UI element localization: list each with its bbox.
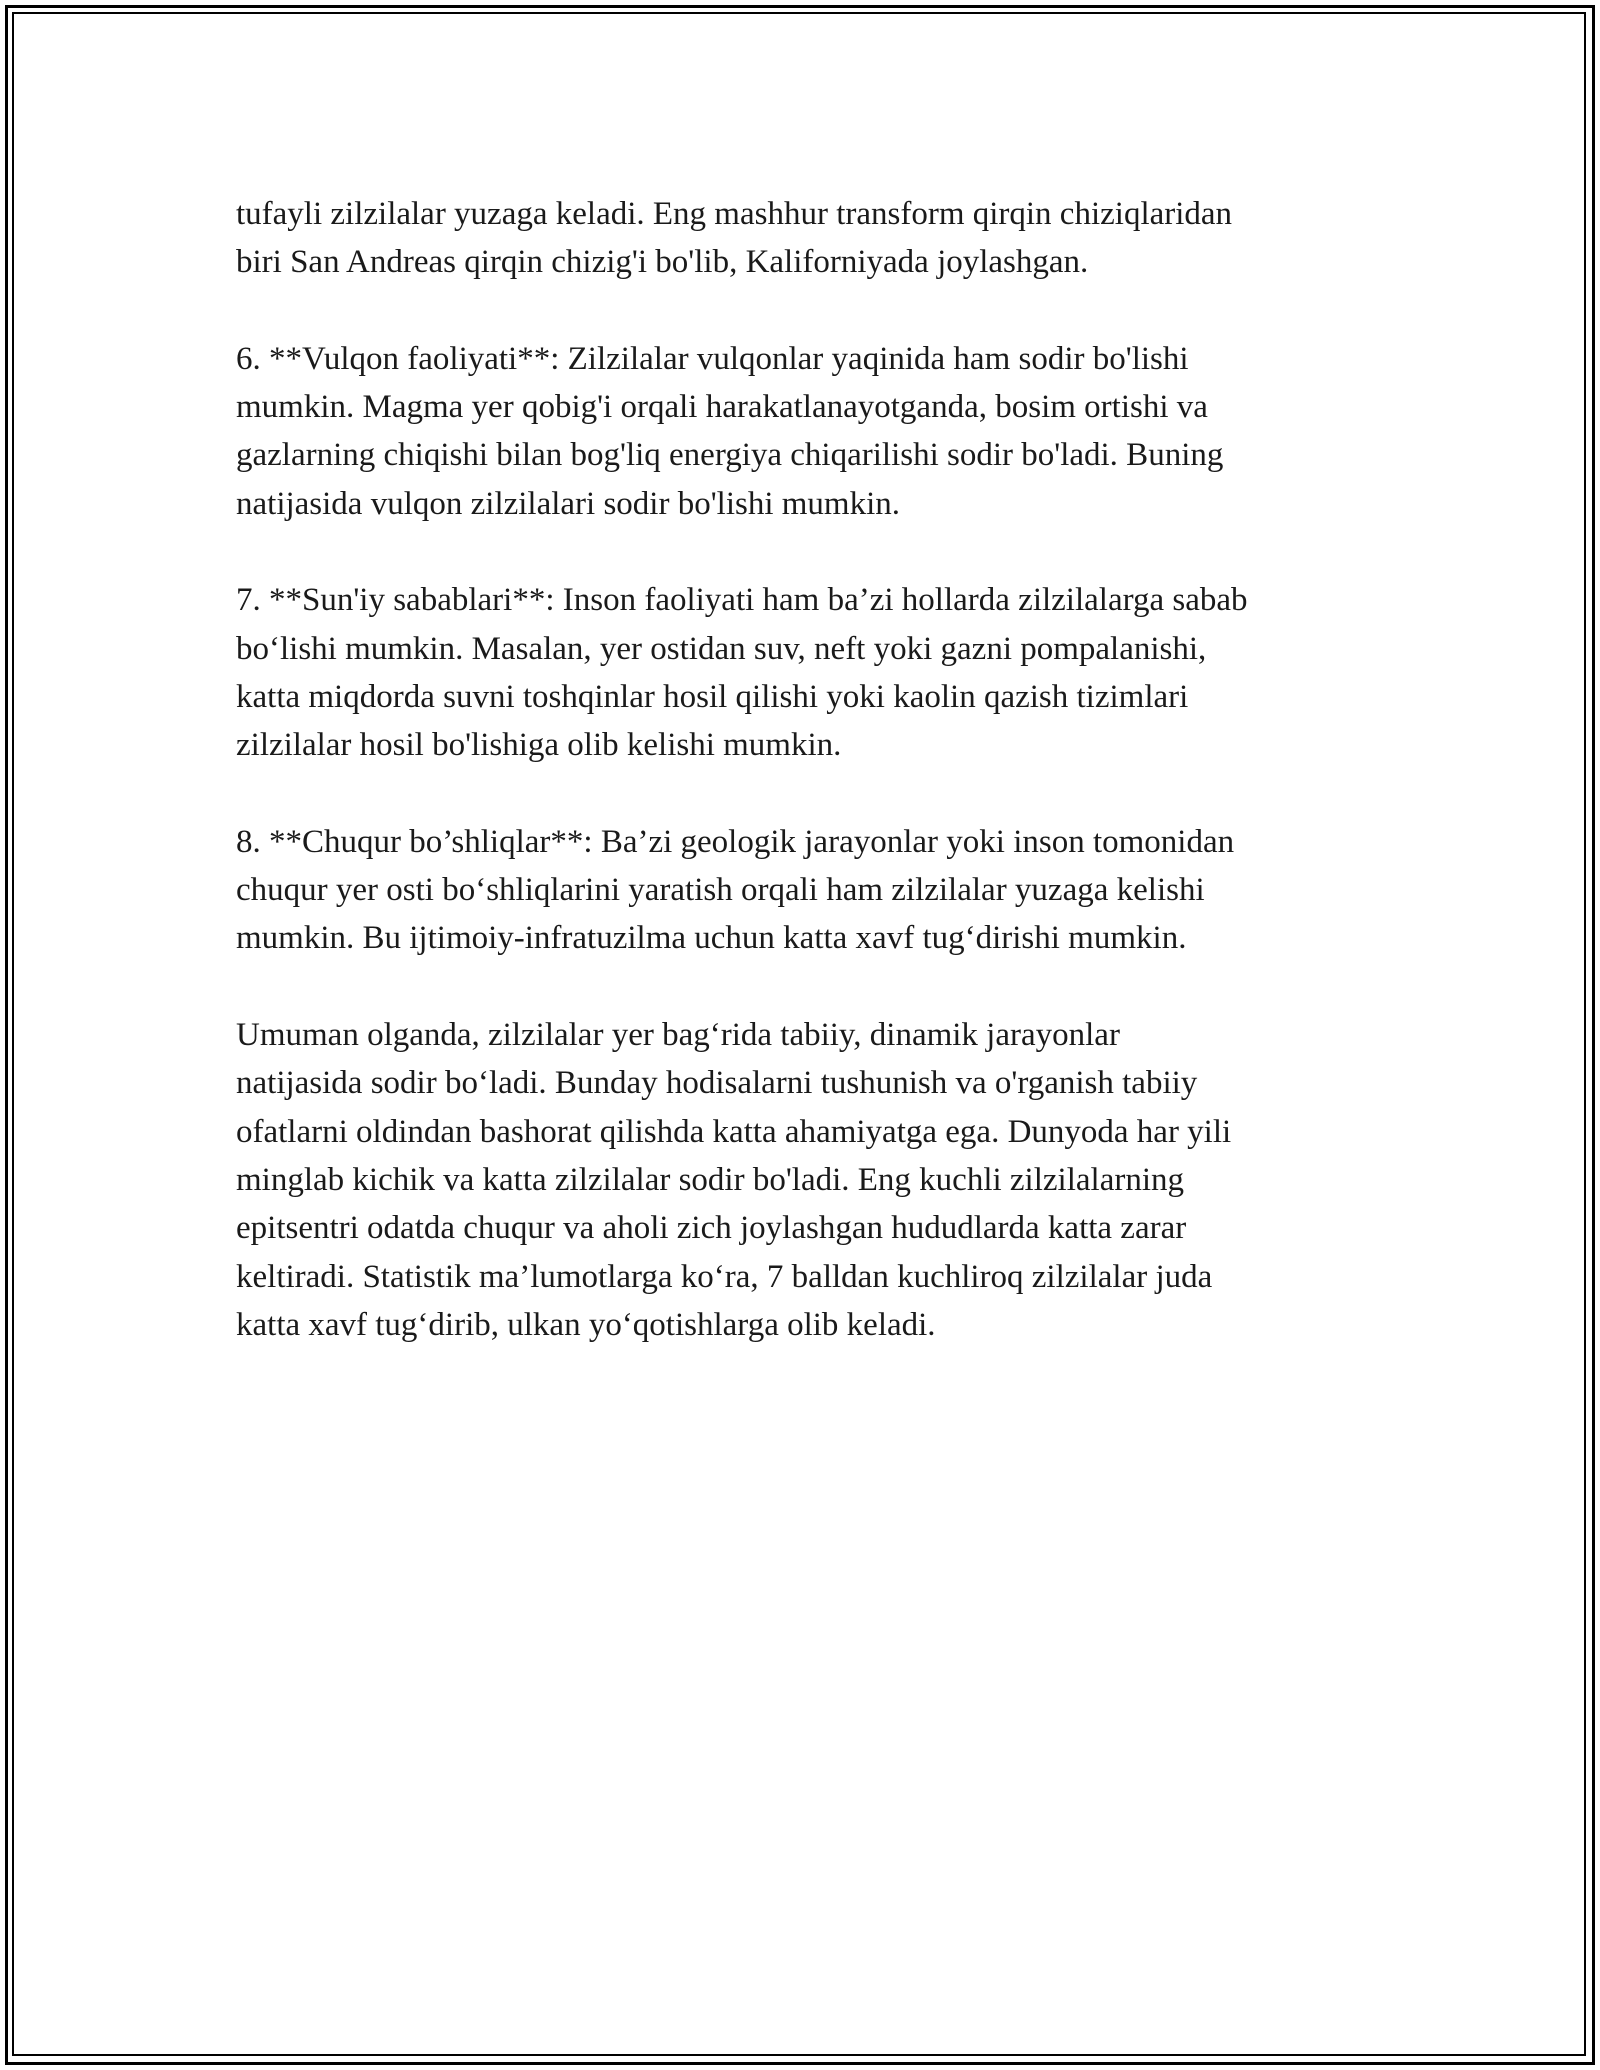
paragraph-conclusion: Umuman olganda, zilzilalar yer bag‘rida tabiiy, dinamik jarayonlar natijasida sodir bo‘ladi. Bunday hodisalarni tushunish va o'rganish tabiiy ofatlarni oldindan bashorat qilishda katta ahamiyatga ega. Dunyoda har yili minglab kichik va katta zilzilalar sodir bo'ladi. Eng kuchli zilzilalarning epitsentri odatda chuqur va aholi zich joylashgan hududlarda katta zarar keltiradi. Statistik ma’lumotlarga ko‘ra, 7 balldan kuchliroq zilzilalar juda katta xavf tug‘dirib, ulkan yo‘qotishlarga olib keladi. [236,1017,1232,1343]
document-body [236,190,1376,1349]
paragraph-volcanic-activity: 6. **Vulqon faoliyati**: Zilzilalar vulqonlar yaqinida ham sodir bo'lishi mumkin. Magma yer qobig'i orqali harakatlanayotganda, bosim ortishi va gazlarning chiqishi bilan bog'liq energiya chiqarilishi sodir bo'ladi. Buning natijasida vulqon zilzilalari sodir bo'lishi mumkin. [236,340,1224,522]
paragraph-transform-fault-continuation: tufayli zilzilalar yuzaga keladi. Eng mashhur transform qirqin chiziqlaridan biri San Andreas qirqin chizig'i bo'lib, Kaliforniyada joylashgan. [236,196,1233,281]
paragraph-deep-cavities: 8. **Chuqur bo’shliqlar**: Ba’zi geologik jarayonlar yoki inson tomonidan chuqur yer osti bo‘shliqlarini yaratish orqali ham zilzilalar yuzaga kelishi mumkin. Bu ijtimoiy-infratuzilma uchun katta xavf tug‘dirishi mumkin. [236,823,1235,957]
paragraph-artificial-causes: 7. **Sun'iy sabablari**: Inson faoliyati ham ba’zi hollarda zilzilalarga sabab bo‘lishi mumkin. Masalan, yer ostidan suv, neft yoki gazni pompalanishi, katta miqdorda suvni toshqinlar hosil qilishi yoki kaolin qazish tizimlari zilzilalar hosil bo'lishiga olib kelishi mumkin. [236,582,1248,764]
